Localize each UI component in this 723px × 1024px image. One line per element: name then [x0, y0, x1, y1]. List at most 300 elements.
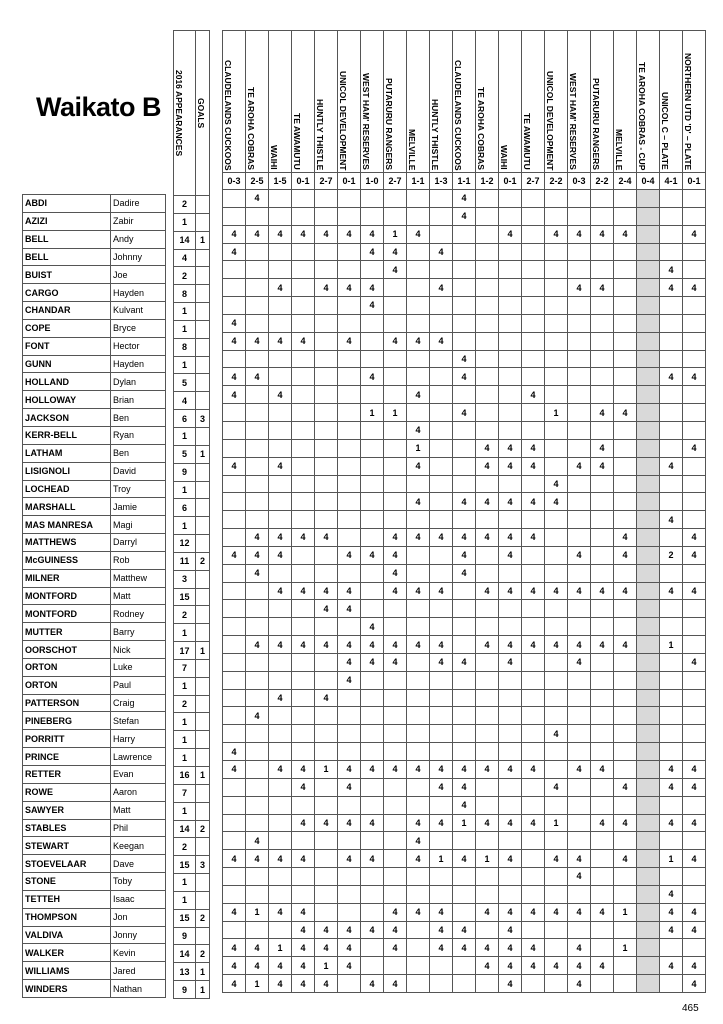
match-cell [361, 903, 384, 921]
player-first-name: Matt [111, 587, 166, 605]
match-cell [430, 868, 453, 886]
player-row [23, 373, 166, 391]
match-cell [315, 261, 338, 279]
match-cell [660, 743, 683, 761]
match-cell [453, 439, 476, 457]
match-cell [660, 439, 683, 457]
match-cell [223, 582, 246, 600]
match-cell [545, 671, 568, 689]
match-cell [430, 475, 453, 493]
match-cell: 4 [614, 404, 637, 422]
match-cell: 4 [223, 850, 246, 868]
player-row [23, 498, 166, 516]
match-cell [683, 511, 706, 529]
match-cell [269, 743, 292, 761]
match-opponent-header [568, 31, 591, 173]
player-surname: VALDIVA [23, 926, 111, 944]
match-cell [522, 564, 545, 582]
match-cell [476, 190, 499, 208]
match-cell: 4 [246, 368, 269, 386]
match-cell [683, 314, 706, 332]
match-cell [453, 243, 476, 261]
goals-cell [196, 624, 210, 642]
match-cell: 4 [683, 761, 706, 779]
match-cell [683, 475, 706, 493]
match-cell [223, 564, 246, 582]
match-cell [637, 493, 660, 511]
match-cell: 4 [522, 957, 545, 975]
match-cell [591, 600, 614, 618]
match-cell: 4 [660, 778, 683, 796]
match-cell [476, 404, 499, 422]
match-cell [430, 350, 453, 368]
goals-cell [196, 838, 210, 856]
match-cell: 4 [499, 439, 522, 457]
match-cell [522, 421, 545, 439]
goals-cell [196, 749, 210, 767]
match-cell [338, 564, 361, 582]
match-cell [476, 600, 499, 618]
player-match-row [223, 850, 706, 868]
match-cell [614, 368, 637, 386]
match-cell [683, 421, 706, 439]
goals-cell [196, 784, 210, 802]
match-cell [315, 778, 338, 796]
match-cell: 4 [476, 493, 499, 511]
match-cell [315, 868, 338, 886]
match-cell: 4 [545, 582, 568, 600]
opponent-label: TE AWAMUTU [522, 113, 532, 170]
player-names-table [22, 194, 166, 998]
match-cell [545, 439, 568, 457]
match-cell [591, 564, 614, 582]
appearances-cell: 1 [174, 802, 196, 820]
match-cell [338, 493, 361, 511]
player-stats-row [174, 285, 210, 303]
match-cell [476, 225, 499, 243]
match-cell [315, 564, 338, 582]
match-cell [591, 671, 614, 689]
match-score: 1-5 [269, 173, 292, 190]
match-cell [568, 529, 591, 547]
player-row [23, 944, 166, 962]
match-cell [568, 671, 591, 689]
match-score: 2-4 [614, 173, 637, 190]
match-score: 0-1 [338, 173, 361, 190]
match-cell: 4 [292, 778, 315, 796]
match-cell [614, 475, 637, 493]
player-surname: JACKSON [23, 409, 111, 427]
match-cell: 4 [315, 279, 338, 297]
match-score: 0-1 [499, 173, 522, 190]
match-cell [476, 386, 499, 404]
player-stats-row [174, 267, 210, 285]
player-surname: WALKER [23, 944, 111, 962]
match-cell [614, 439, 637, 457]
player-match-row [223, 546, 706, 564]
player-match-row [223, 350, 706, 368]
player-first-name: Troy [111, 480, 166, 498]
player-surname: MUTTER [23, 623, 111, 641]
match-cell [660, 332, 683, 350]
match-cell: 4 [269, 225, 292, 243]
match-cell [660, 707, 683, 725]
match-cell [545, 368, 568, 386]
player-first-name: Matthew [111, 569, 166, 587]
match-cell [614, 457, 637, 475]
match-cell [522, 868, 545, 886]
player-match-row [223, 493, 706, 511]
player-surname: RETTER [23, 766, 111, 784]
match-cell [269, 618, 292, 636]
player-stats-row [174, 303, 210, 321]
match-cell [637, 653, 660, 671]
player-match-row [223, 957, 706, 975]
player-row [23, 355, 166, 373]
match-cell [407, 404, 430, 422]
opponent-label: HUNTLY THISTLE [430, 98, 440, 170]
match-cell: 4 [453, 778, 476, 796]
match-cell [591, 243, 614, 261]
match-cell [407, 564, 430, 582]
match-score: 1-3 [430, 173, 453, 190]
match-cell [476, 707, 499, 725]
appearances-cell: 5 [174, 374, 196, 392]
match-cell: 4 [246, 939, 269, 957]
match-cell [338, 190, 361, 208]
player-first-name: Brian [111, 391, 166, 409]
match-cell [246, 243, 269, 261]
opponent-label: PUTARURU RANGERS [591, 78, 601, 170]
player-first-name: Rob [111, 551, 166, 569]
match-cell: 4 [361, 761, 384, 779]
player-row [23, 837, 166, 855]
match-cell [407, 778, 430, 796]
player-surname: ABDI [23, 195, 111, 213]
match-opponent-header [338, 31, 361, 173]
match-cell: 4 [453, 796, 476, 814]
match-cell [361, 832, 384, 850]
match-cell [522, 314, 545, 332]
match-cell [269, 350, 292, 368]
goals-cell [196, 517, 210, 535]
match-cell [292, 421, 315, 439]
match-cell: 4 [338, 225, 361, 243]
match-cell [315, 796, 338, 814]
match-cell: 4 [338, 653, 361, 671]
player-row [23, 391, 166, 409]
match-cell [660, 832, 683, 850]
match-cell [361, 689, 384, 707]
opponent-label: WEST HAM' RESERVES [361, 73, 371, 170]
match-cell [292, 671, 315, 689]
match-cell: 4 [683, 850, 706, 868]
match-cell: 4 [269, 761, 292, 779]
match-cell [476, 261, 499, 279]
match-cell [637, 546, 660, 564]
match-cell [591, 850, 614, 868]
match-cell [315, 493, 338, 511]
match-cell: 4 [522, 814, 545, 832]
match-cell: 4 [591, 636, 614, 654]
player-first-name: Lawrence [111, 748, 166, 766]
match-cell: 4 [568, 975, 591, 993]
player-row [23, 195, 166, 213]
match-cell [568, 885, 591, 903]
match-cell [453, 885, 476, 903]
match-cell [223, 725, 246, 743]
match-cell [499, 475, 522, 493]
match-cell [660, 975, 683, 993]
player-row [23, 658, 166, 676]
match-cell: 4 [683, 957, 706, 975]
match-cell [614, 297, 637, 315]
player-first-name: David [111, 462, 166, 480]
match-cell: 4 [315, 975, 338, 993]
match-cell [407, 314, 430, 332]
goals-cell [196, 463, 210, 481]
goals-cell: 3 [196, 410, 210, 428]
match-cell [338, 243, 361, 261]
player-stats-row [174, 570, 210, 588]
match-opponent-header [269, 31, 292, 173]
match-cell [637, 671, 660, 689]
player-first-name: Keegan [111, 837, 166, 855]
player-row [23, 551, 166, 569]
match-cell: 4 [223, 332, 246, 350]
match-cell [453, 582, 476, 600]
appearances-cell: 15 [174, 588, 196, 606]
match-cell [637, 832, 660, 850]
match-cell: 4 [545, 225, 568, 243]
player-stats-row [174, 535, 210, 553]
match-cell [338, 885, 361, 903]
match-cell [522, 368, 545, 386]
match-cell [660, 190, 683, 208]
match-cell [591, 314, 614, 332]
match-cell [384, 297, 407, 315]
match-cell [407, 671, 430, 689]
match-cell [568, 600, 591, 618]
match-cell [315, 350, 338, 368]
goals-cell [196, 535, 210, 553]
match-cell: 4 [430, 921, 453, 939]
match-cell [614, 707, 637, 725]
player-stats-row [174, 677, 210, 695]
player-row [23, 712, 166, 730]
player-row [23, 230, 166, 248]
match-cell: 4 [591, 404, 614, 422]
match-cell [292, 885, 315, 903]
player-row [23, 480, 166, 498]
match-cell: 4 [614, 814, 637, 832]
player-row [23, 641, 166, 659]
player-stats-row [174, 981, 210, 999]
match-cell [453, 297, 476, 315]
match-cell: 4 [545, 778, 568, 796]
goals-cell: 2 [196, 820, 210, 838]
match-cell [361, 529, 384, 547]
match-cell [292, 404, 315, 422]
appearances-cell: 1 [174, 749, 196, 767]
player-match-row [223, 564, 706, 582]
match-cell [338, 743, 361, 761]
match-cell [246, 778, 269, 796]
match-cell [407, 653, 430, 671]
match-cell: 4 [476, 939, 499, 957]
player-row [23, 623, 166, 641]
player-match-row [223, 832, 706, 850]
match-cell: 4 [683, 279, 706, 297]
match-cell [407, 868, 430, 886]
match-cell [683, 261, 706, 279]
score-row [223, 173, 706, 190]
player-first-name: Craig [111, 694, 166, 712]
match-cell [683, 207, 706, 225]
player-stats-row [174, 499, 210, 517]
player-stats-row [174, 231, 210, 249]
match-cell [614, 386, 637, 404]
player-first-name: Luke [111, 658, 166, 676]
match-cell: 4 [292, 636, 315, 654]
match-cell [637, 564, 660, 582]
match-cell: 4 [315, 582, 338, 600]
opponent-label: TE AROHA COBRAS [476, 87, 486, 170]
match-cell [683, 190, 706, 208]
match-cell [545, 761, 568, 779]
match-cell [453, 725, 476, 743]
match-cell [407, 975, 430, 993]
match-opponent-header [315, 31, 338, 173]
player-stats-row [174, 249, 210, 267]
match-cell: 4 [568, 225, 591, 243]
match-cell [637, 190, 660, 208]
match-cell: 4 [223, 903, 246, 921]
player-first-name: Dadire [111, 195, 166, 213]
match-cell: 4 [660, 582, 683, 600]
match-cell [223, 814, 246, 832]
match-cell [637, 903, 660, 921]
match-cell [545, 421, 568, 439]
match-cell [568, 207, 591, 225]
player-row [23, 694, 166, 712]
player-surname: ROWE [23, 783, 111, 801]
match-cell [591, 207, 614, 225]
player-stats-row [174, 713, 210, 731]
match-cell: 4 [407, 332, 430, 350]
player-surname: WILLIAMS [23, 962, 111, 980]
goals-cell: 1 [196, 981, 210, 999]
match-cell [223, 279, 246, 297]
player-row [23, 426, 166, 444]
match-cell [476, 868, 499, 886]
match-cell: 4 [269, 332, 292, 350]
match-cell: 4 [223, 386, 246, 404]
match-cell [476, 511, 499, 529]
match-cell [591, 350, 614, 368]
match-cell [269, 368, 292, 386]
match-cell [683, 457, 706, 475]
match-cell [476, 350, 499, 368]
match-cell [522, 279, 545, 297]
appearances-cell: 4 [174, 249, 196, 267]
player-stats-row [174, 838, 210, 856]
match-cell [384, 885, 407, 903]
player-match-row [223, 457, 706, 475]
match-cell: 1 [545, 404, 568, 422]
match-cell [315, 404, 338, 422]
match-cell: 4 [338, 546, 361, 564]
match-cell [453, 636, 476, 654]
match-cell [338, 475, 361, 493]
match-cell [637, 957, 660, 975]
match-cell: 4 [430, 529, 453, 547]
match-cell [591, 261, 614, 279]
match-cell: 4 [453, 939, 476, 957]
match-cell [499, 207, 522, 225]
match-cell: 1 [384, 225, 407, 243]
player-stats-row [174, 463, 210, 481]
player-row [23, 462, 166, 480]
match-cell [430, 832, 453, 850]
match-cell [453, 314, 476, 332]
match-cell [246, 725, 269, 743]
match-cell [361, 493, 384, 511]
match-opponent-header [384, 31, 407, 173]
match-cell [430, 261, 453, 279]
match-cell: 1 [246, 903, 269, 921]
match-cell [407, 725, 430, 743]
match-opponent-header [522, 31, 545, 173]
player-stats-row [174, 802, 210, 820]
match-cell [246, 511, 269, 529]
page-number: 465 [682, 1003, 699, 1014]
match-cell: 4 [430, 778, 453, 796]
match-cell [361, 885, 384, 903]
goals-cell [196, 249, 210, 267]
match-cell: 4 [499, 761, 522, 779]
match-cell [683, 332, 706, 350]
match-cell [591, 743, 614, 761]
player-first-name: Jon [111, 908, 166, 926]
match-cell: 4 [522, 636, 545, 654]
match-cell [384, 850, 407, 868]
match-cell [246, 600, 269, 618]
match-cell [430, 511, 453, 529]
match-cell: 4 [683, 653, 706, 671]
match-cell: 1 [660, 636, 683, 654]
goals-cell [196, 499, 210, 517]
match-cell: 4 [660, 814, 683, 832]
player-surname: LOCHEAD [23, 480, 111, 498]
player-row [23, 766, 166, 784]
match-cell [637, 386, 660, 404]
match-cell: 4 [591, 225, 614, 243]
match-cell [545, 689, 568, 707]
match-cell: 4 [384, 653, 407, 671]
match-score: 1-1 [407, 173, 430, 190]
match-cell: 4 [545, 475, 568, 493]
match-opponent-header [407, 31, 430, 173]
goals-cell: 1 [196, 642, 210, 660]
opponent-label: MELVILLE [614, 128, 624, 170]
match-cell [522, 261, 545, 279]
match-cell [315, 511, 338, 529]
match-cell: 4 [660, 921, 683, 939]
match-cell [292, 243, 315, 261]
match-score: 2-7 [384, 173, 407, 190]
match-cell [614, 564, 637, 582]
